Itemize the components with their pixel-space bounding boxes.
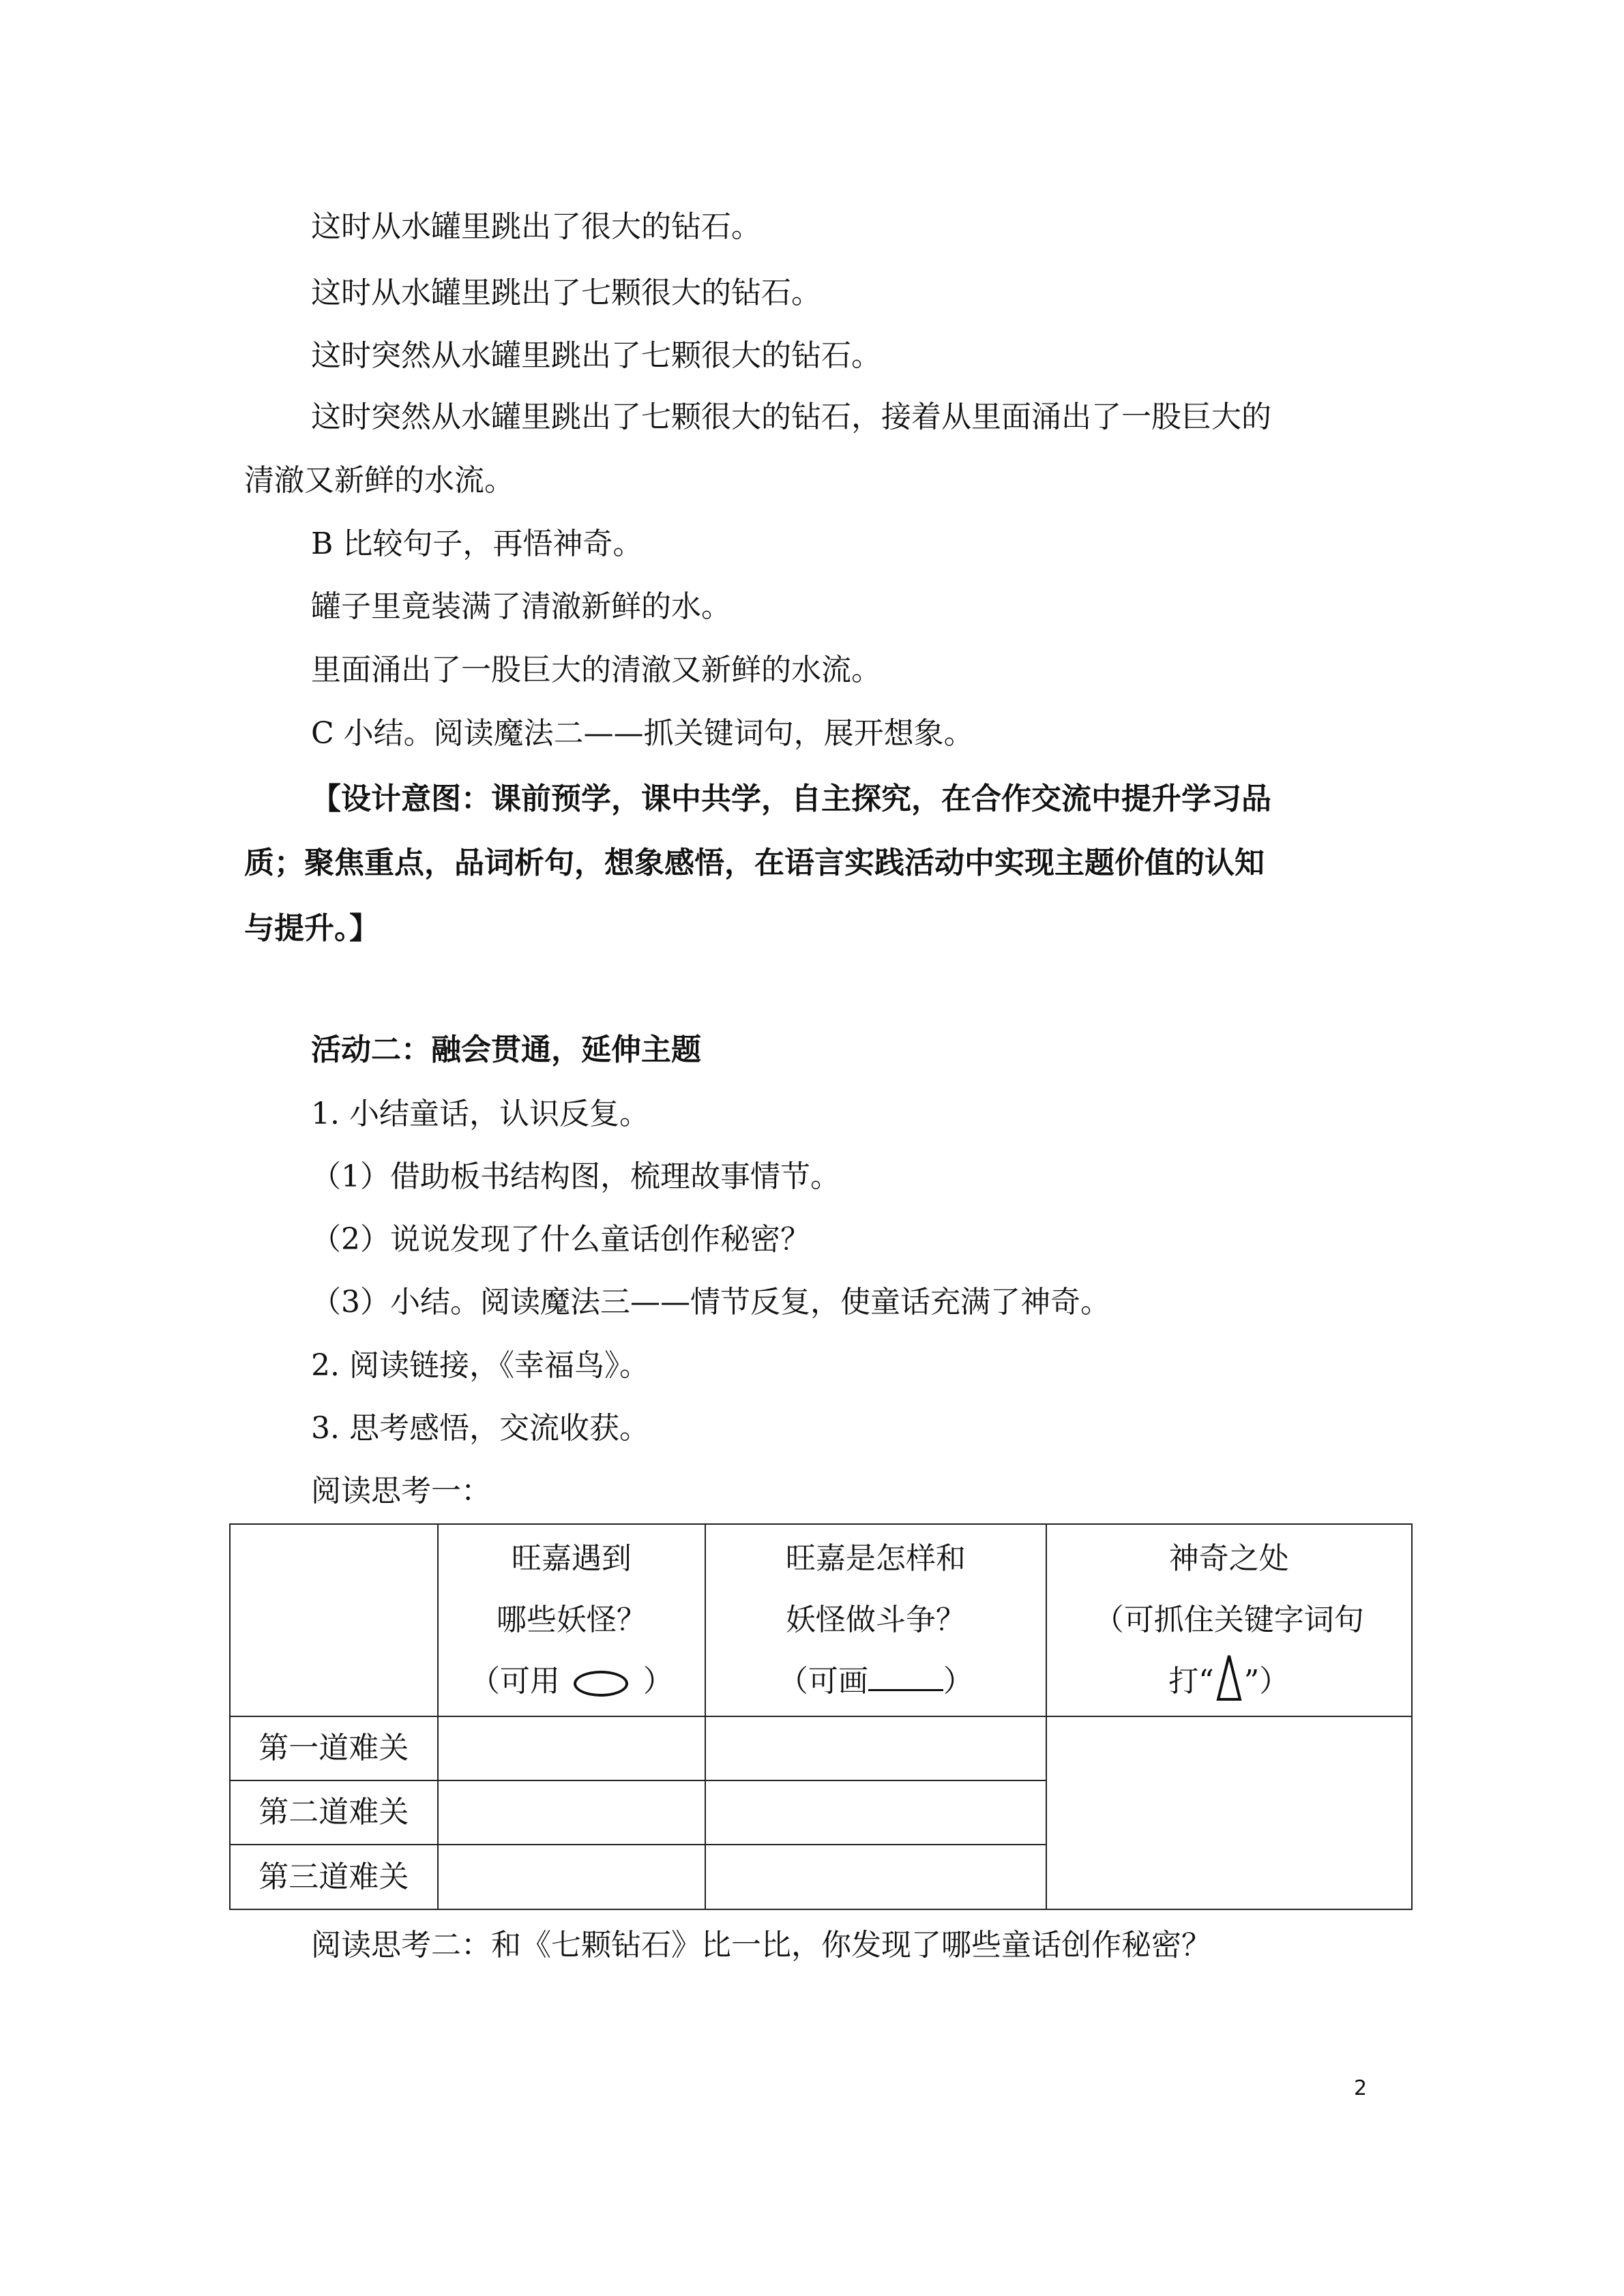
paragraph-continuation: 清澈又新鲜的水流。	[244, 463, 514, 498]
reading-think-1-label: 阅读思考一：	[311, 1474, 491, 1508]
table-cell-merged	[1046, 1716, 1412, 1909]
row-label: 第一道难关	[230, 1716, 438, 1780]
list-subitem: （2）说说发现了什么童话创作秘密？	[311, 1222, 810, 1257]
paragraph: 这时从水罐里跳出了七颗很大的钻石。	[311, 275, 821, 310]
reading-table	[229, 1523, 1413, 1910]
row-label: 第二道难关	[230, 1780, 438, 1845]
design-intent-line-1: 【设计意图：课前预学，课中共学，自主探究，在合作交流中提升学习品	[311, 781, 1271, 816]
paragraph: 里面涌出了一股巨大的清澈又新鲜的水流。	[311, 653, 881, 687]
table-cell	[705, 1780, 1046, 1845]
table-cell	[438, 1780, 706, 1845]
underline-mark-icon	[868, 1662, 943, 1691]
reading-think-2: 阅读思考二：和《七颗钻石》比一比，你发现了哪些童话创作秘密？	[311, 1928, 1211, 1963]
list-item: 2. 阅读链接，《幸福鸟》。	[311, 1348, 649, 1383]
table-cell	[438, 1845, 706, 1909]
header-struggle: 旺嘉是怎样和 妖怪做斗争？ （可画 ）	[705, 1524, 1046, 1716]
list-subitem: （1）借助板书结构图，梳理故事情节。	[311, 1159, 840, 1194]
page-number: 2	[1354, 2076, 1368, 2100]
paragraph: C 小结。阅读魔法二——抓关键词句，展开想象。	[311, 716, 974, 751]
header-monsters: 旺嘉遇到 哪些妖怪？ （可用 ）	[438, 1524, 706, 1716]
paragraph: 这时突然从水罐里跳出了七颗很大的钻石。	[311, 338, 881, 373]
table-cell	[705, 1845, 1046, 1909]
list-subitem: （3）小结。阅读魔法三——情节反复，使童话充满了神奇。	[311, 1285, 1110, 1320]
paragraph: B 比较句子，再悟神奇。	[311, 526, 643, 561]
paragraph: 这时从水罐里跳出了很大的钻石。	[311, 209, 761, 244]
paragraph: 罐子里竟装满了清澈新鲜的水。	[311, 589, 731, 624]
table-cell	[705, 1716, 1046, 1780]
list-item: 1. 小结童话，认识反复。	[311, 1097, 649, 1131]
activity-title: 活动二：融会贯通，延伸主题	[311, 1032, 701, 1067]
table-header-row	[230, 1524, 1412, 1716]
table-row	[230, 1716, 1412, 1780]
oval-mark-icon	[574, 1671, 628, 1697]
row-label: 第三道难关	[230, 1845, 438, 1909]
table-corner-cell	[230, 1524, 438, 1716]
triangle-mark-icon	[1215, 1653, 1243, 1702]
table-cell	[438, 1716, 706, 1780]
paragraph: 这时突然从水罐里跳出了七颗很大的钻石，接着从里面涌出了一股巨大的	[311, 400, 1271, 434]
header-magic: 神奇之处 （可抓住关键字词句 打“ ”）	[1046, 1524, 1412, 1716]
list-item: 3. 思考感悟，交流收获。	[311, 1411, 649, 1446]
design-intent-line-2: 质；聚焦重点，品词析句，想象感悟，在语言实践活动中实现主题价值的认知	[244, 846, 1265, 880]
design-intent-line-3: 与提升。】	[244, 911, 379, 946]
